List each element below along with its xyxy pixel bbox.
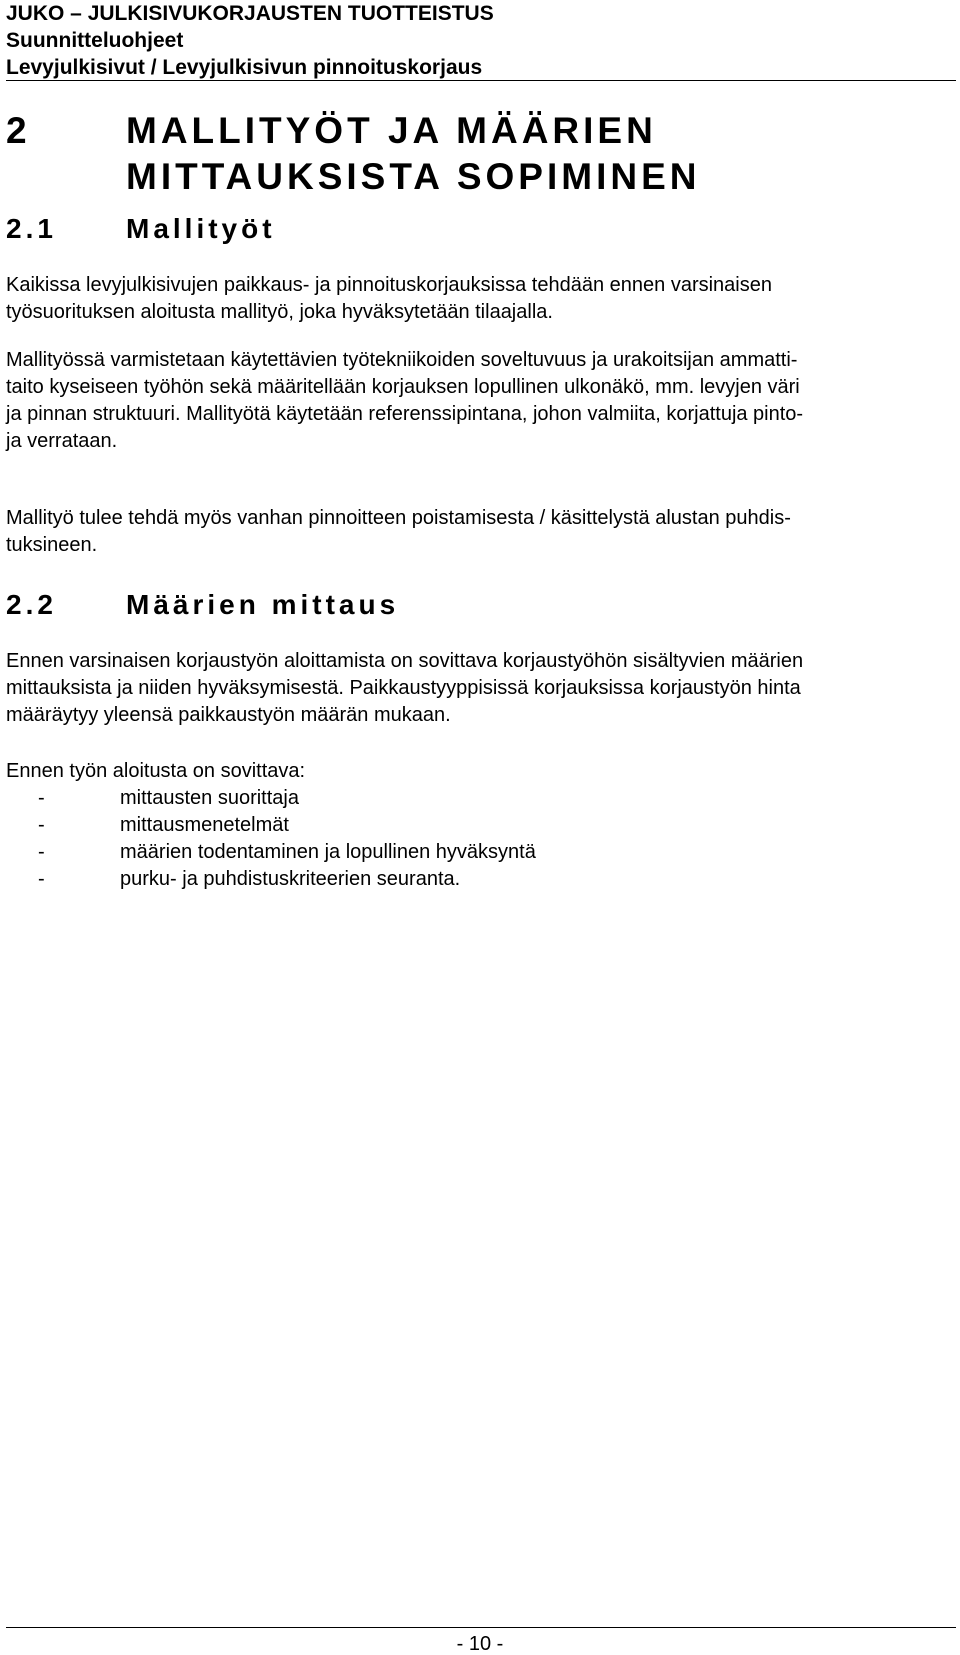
chapter-title-line-1: MALLITYÖT JA MÄÄRIEN [126, 110, 657, 151]
list-item-text: mittausten suorittaja [120, 787, 299, 809]
header-document-subject: Levyjulkisivut / Levyjulkisivun pinnoituskorjaus [6, 56, 483, 79]
section-title: Määrien mittaus [126, 589, 400, 620]
text-line: ja verrataan. [6, 430, 118, 452]
list-bullet: - [38, 814, 45, 836]
chapter-number: 2 [6, 110, 31, 151]
text-line: mittauksista ja niiden hyväksymisestä. Paikkaustyyppisissä korjauksissa korjaustyön hinta [6, 677, 801, 699]
paragraph [6, 272, 954, 326]
chapter-title-line-2: MITTAUKSISTA SOPIMINEN [126, 156, 701, 197]
section-number: 2.2 [6, 589, 57, 620]
list-bullet: - [38, 868, 45, 890]
text-line: Mallityössä varmistetaan käytettävien työtekniikoiden soveltuvuus ja urakoitsijan ammatti- [6, 349, 798, 371]
section-number: 2.1 [6, 213, 57, 244]
paragraph [6, 648, 954, 729]
text-line: Kaikissa levyjulkisivujen paikkaus- ja pinnoituskorjauksissa tehdään ennen varsinaisen [6, 274, 772, 296]
header-document-type: Suunnitteluohjeet [6, 29, 184, 52]
paragraph [6, 347, 954, 455]
text-line: taito kyseiseen työhön sekä määritellään korjauksen lopullinen ulkonäkö, mm. levyjen väri [6, 376, 800, 398]
text-line: työsuorituksen aloitusta mallityö, joka hyväksytetään tilaajalla. [6, 301, 553, 323]
text-line: Mallityö tulee tehdä myös vanhan pinnoitteen poistamisesta / käsittelystä alustan puhdis- [6, 507, 791, 529]
chapter-title [126, 108, 700, 200]
paragraph [6, 505, 954, 559]
header-project-title: JUKO – JULKISIVUKORJAUSTEN TUOTTEISTUS [6, 2, 494, 25]
text-line: tuksineen. [6, 534, 98, 556]
text-line: ja pinnan struktuuri. Mallityötä käytetään referenssipintana, johon valmiita, korjattuja pinto- [6, 403, 804, 425]
list-bullet: - [38, 841, 45, 863]
document-header [6, 0, 954, 81]
text-line: Ennen varsinaisen korjaustyön aloittamista on sovittava korjaustyöhön sisältyvien määrien [6, 650, 804, 672]
list-item-text: määrien todentaminen ja lopullinen hyväksyntä [120, 841, 536, 863]
list-intro: Ennen työn aloitusta on sovittava: [6, 760, 306, 782]
text-line: määräytyy yleensä paikkaustyön määrän mukaan. [6, 704, 451, 726]
header-divider [6, 80, 956, 81]
list-item-text: purku- ja puhdistuskriteerien seuranta. [120, 868, 461, 890]
section-title: Mallityöt [126, 213, 276, 244]
list-item-text: mittausmenetelmät [120, 814, 289, 836]
footer-divider [6, 1627, 956, 1628]
page-number: - 10 - [456, 1633, 504, 1655]
list-bullet: - [38, 787, 45, 809]
